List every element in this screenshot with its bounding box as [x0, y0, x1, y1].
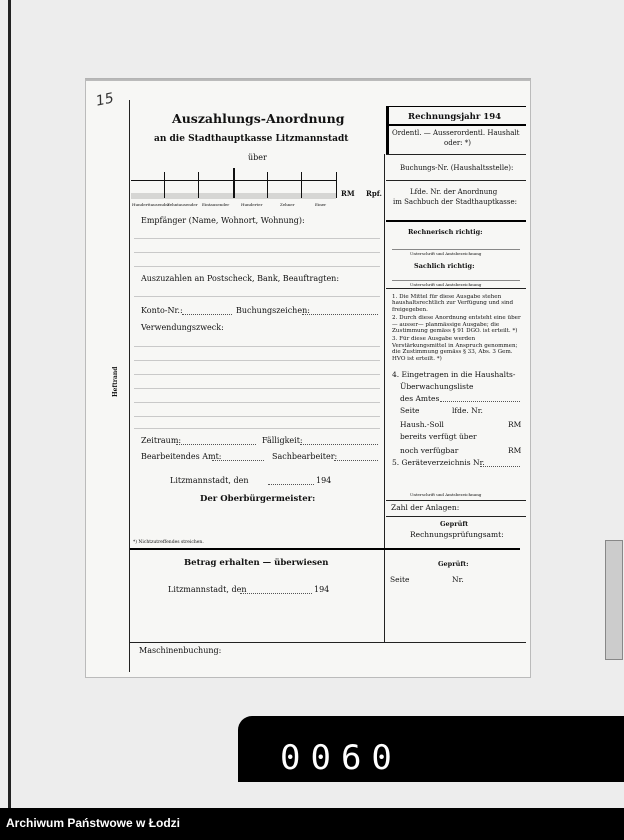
item4-line-3: des Amtes — [400, 394, 440, 403]
signature-line-1 — [392, 249, 520, 250]
amt-field — [212, 460, 264, 461]
form-title: Auszahlungs-Anordnung — [172, 111, 345, 126]
condition-2: 2. Durch diese Anordnung entsteht eine über— ausser— planmässige Ausgabe; die Zustimmung gemäss § 91 DGO. ist erteilt. *) — [392, 315, 521, 335]
noch-label: noch verfügbar — [400, 446, 459, 455]
empfaenger-line-2 — [134, 252, 380, 253]
faelligkeit-field — [300, 444, 378, 445]
zweck-line-1 — [134, 346, 380, 347]
item4-line-1: 4. Eingetragen in die Haushalts- — [392, 370, 516, 379]
right-box-top-line — [386, 106, 526, 107]
heftrand-label: Heftrand — [112, 366, 119, 398]
rechnungsjahr-label: Rechnungsjahr 194 — [408, 112, 502, 122]
seite-label: Seite — [400, 406, 420, 415]
amount-cross-5 — [301, 172, 302, 198]
ueber-label: über — [248, 153, 267, 162]
sachlich-label: Sachlich richtig: — [414, 262, 475, 270]
haushalt-line-1: Ordentl. — Ausserordentl. Haushalt — [392, 129, 520, 137]
year-label: 194 — [316, 476, 332, 485]
rm-label-right-2: RM — [508, 446, 522, 455]
signature-caption-2: Unterschrift und Amtsbezeichnung — [410, 282, 482, 287]
bottom-line — [130, 642, 526, 643]
rm-label-right-1: RM — [508, 420, 522, 429]
denom-5: Zehner — [280, 202, 295, 207]
sachbearbeiter-field — [334, 460, 378, 461]
empfaenger-line-1 — [134, 238, 380, 239]
amount-cross-3 — [233, 168, 235, 198]
oberbuergermeister-label: Der Oberbürgermeister: — [200, 494, 316, 504]
zeitraum-field — [176, 444, 256, 445]
signature-caption-3: Unterschrift und Amtsbezeichnung — [410, 492, 482, 497]
right-divider-6 — [386, 516, 526, 517]
zweck-line-2 — [134, 360, 380, 361]
item5-field — [480, 466, 520, 467]
right-divider-5 — [386, 500, 526, 501]
pencil-note: 15 — [94, 90, 116, 110]
footnote: *) Nichtzutreffendes streichen. — [133, 540, 204, 545]
zweck-line-5 — [134, 402, 380, 403]
denom-3: Eintausender — [202, 202, 230, 207]
right-divider-4 — [386, 288, 526, 289]
signature-caption-1: Unterschrift und Amtsbezeichnung — [410, 251, 482, 256]
rechnerisch-label: Rechnerisch richtig: — [408, 228, 483, 236]
zweck-line-4 — [134, 388, 380, 389]
date-field-2 — [240, 593, 312, 594]
condition-3: 3. Für diese Ausgabe werden Verstärkungsmittel in Anspruch genommen; die Zustimmung gemäss § 33, Abs. 3 Gem. HVO ist erteilt. *) — [392, 336, 518, 362]
form-subtitle: an die Stadthauptkasse Litzmannstadt — [154, 134, 349, 144]
buchungs-nr-label: Buchungs-Nr. (Haushaltsstelle): — [400, 164, 514, 172]
konto-label: Konto-Nr.: — [141, 306, 183, 315]
binder-clip — [605, 540, 623, 660]
right-divider-3 — [386, 220, 526, 222]
zahl-anlagen-label: Zahl der Anlagen: — [391, 503, 460, 512]
zweck-line-3 — [134, 374, 380, 375]
empfaenger-line-3 — [134, 266, 380, 267]
lfde-nr-label: lfde. Nr. — [452, 406, 483, 415]
amt-field-right — [440, 401, 520, 402]
geprueft-label: Geprüft — [440, 520, 469, 528]
place-date-label: Litzmannstadt, den — [170, 476, 249, 485]
signature-line-2 — [392, 280, 520, 281]
lfde-nr-line-1: Lfde. Nr. der Anordnung — [410, 188, 498, 196]
right-divider-2 — [386, 180, 526, 181]
haushalt-line-2: oder: *) — [444, 139, 471, 147]
rm-label: RM — [341, 189, 355, 198]
lower-section-line — [130, 548, 520, 550]
amount-cross-1 — [164, 172, 165, 198]
haush-soll-label: Haush.-Soll — [400, 420, 444, 429]
zweck-line-6 — [134, 416, 380, 417]
year-underline — [386, 124, 526, 126]
faelligkeit-label: Fälligkeit: — [262, 436, 303, 445]
konto-field — [182, 314, 232, 315]
lfde-nr-line-2: im Sachbuch der Stadthauptkasse: — [393, 198, 517, 206]
archive-name: Archiwum Państwowe w Łodzi — [6, 816, 181, 830]
amount-cross-6 — [336, 172, 337, 198]
empfaenger-label: Empfänger (Name, Wohnort, Wohnung): — [141, 216, 305, 225]
zeitraum-label: Zeitraum: — [141, 436, 182, 445]
zweck-line-7 — [134, 428, 380, 429]
sachbearbeiter-label: Sachbearbeiter: — [272, 452, 338, 461]
film-edge — [8, 0, 11, 808]
geprueft-label-2: Geprüft: — [438, 560, 469, 568]
bearbeitendes-amt-label: Bearbeitendes Amt: — [141, 452, 222, 461]
margin-line — [129, 100, 130, 672]
right-box-border-top — [386, 106, 389, 154]
buchungszeichen-field — [302, 314, 378, 315]
conditions-list — [392, 294, 522, 362]
amount-cross-2 — [198, 172, 199, 198]
column-divider — [384, 154, 385, 642]
item5-label: 5. Geräteverzeichnis Nr. — [392, 458, 485, 467]
year-label-2: 194 — [314, 585, 330, 594]
rechnungspruefungsamt-label: Rechnungsprüfungsamt: — [410, 530, 504, 539]
auszuzahlen-line — [134, 296, 380, 297]
place-date-label-2: Litzmannstadt, den — [168, 585, 247, 594]
denom-1: Hunderttausender — [132, 202, 170, 207]
date-field — [268, 484, 314, 485]
amount-cross-4 — [267, 172, 268, 198]
denom-2: Zehntausender — [167, 202, 198, 207]
rpf-label: Rpf. — [366, 189, 382, 198]
bereits-label: bereits verfügt über — [400, 432, 477, 441]
buchungszeichen-label: Buchungszeichen: — [236, 306, 310, 315]
betrag-erhalten-label: Betrag erhalten — überwiesen — [184, 558, 329, 568]
item4-line-2: Überwachungsliste — [400, 382, 474, 391]
denom-6: Einer — [315, 202, 327, 207]
denom-4: Hunderter — [241, 202, 263, 207]
maschinenbuchung-label: Maschinenbuchung: — [139, 646, 222, 655]
nr-label-2: Nr. — [452, 575, 464, 584]
verwendungszweck-label: Verwendungszweck: — [141, 323, 224, 332]
frame-counter: 0060 — [280, 738, 402, 778]
seite-label-2: Seite — [390, 575, 410, 584]
right-divider-1 — [386, 154, 526, 155]
auszuzahlen-label: Auszuzahlen an Postscheck, Bank, Beauftragten: — [141, 274, 340, 283]
condition-1: 1. Die Mittel für diese Ausgabe stehen haushaltsrechtlich zur Verfügung und sind freigegeben. — [392, 294, 514, 313]
